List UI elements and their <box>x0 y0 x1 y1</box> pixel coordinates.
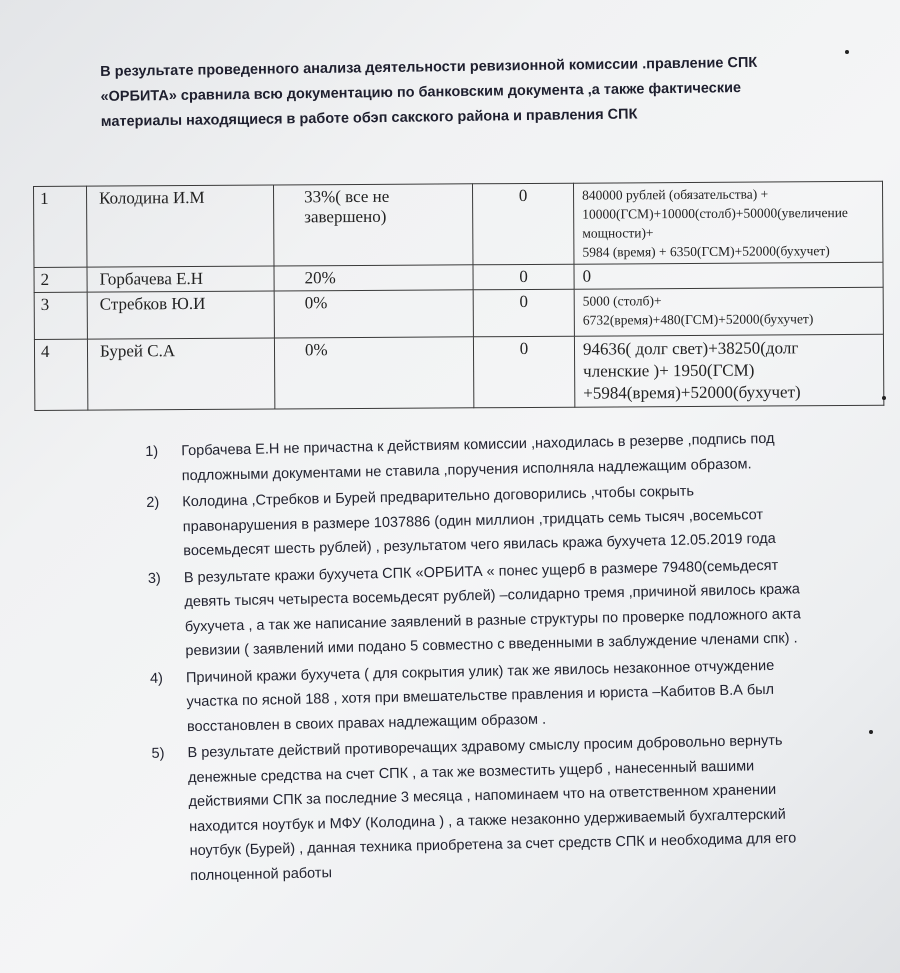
zero-cell: 0 <box>472 183 573 265</box>
list-line: девять тысяч четыреста восемьдесят рублей) –солидарно тремя ,причиной явилось кража <box>184 581 801 611</box>
list-line: бухучета , а так же написание заявлений в разные структуры по проверке подложного акта <box>184 605 802 635</box>
list-line: В результате действий противоречащих здравому смыслу просим добровольно вернуть <box>187 732 783 762</box>
amount-line: 5000 (столб)+ <box>582 293 662 309</box>
zero-cell: 0 <box>473 289 574 337</box>
list-text <box>182 478 776 564</box>
percent-line: завершено) <box>304 206 387 227</box>
list-line: подложными документами не ставила ,поручения исполняла надлежащим образом. <box>181 455 752 484</box>
percent-line: 33%( все не <box>304 186 390 207</box>
row-number: 3 <box>34 292 87 339</box>
list-line: восемьдесят шесть рублей) , результатом чего явилась кража бухучета 12.05.2019 года <box>183 530 776 560</box>
person-name: Бурей С.А <box>87 338 274 410</box>
amount-line: 6732(время)+480(ГСМ)+52000(бухучет) <box>582 311 814 328</box>
amount-line: 5984 (время) + 6350(ГСМ)+52000(бухучет) <box>582 243 830 260</box>
percent-cell <box>274 337 473 409</box>
percent-cell <box>274 265 473 291</box>
table-row <box>34 287 883 339</box>
zero-cell: 0 <box>473 336 574 408</box>
list-number: 4) <box>149 670 164 687</box>
amount-line: 94636( долг свет)+38250(долг <box>582 338 799 359</box>
list-line: ревизии ( заявлений ими подано 5 совместно с введенными в заблуждение членами спк) . <box>185 630 798 660</box>
person-name: Колодина И.М <box>87 185 274 267</box>
list-item <box>146 475 887 564</box>
percent-cell <box>274 290 473 338</box>
intro-paragraph <box>100 50 821 135</box>
list-line: полноценной работы <box>189 864 333 884</box>
table-row <box>34 334 883 410</box>
amount-line: 0 <box>582 266 592 286</box>
amount-line: членские )+ 1950(ГСМ) <box>583 360 755 381</box>
intro-line: «ОРБИТА» сравнила всю документацию по банковским документа ,а также фактические <box>100 80 742 105</box>
findings-list <box>145 425 894 891</box>
amount-line: 10000(ГСМ)+10000(столб)+50000(увеличение <box>582 205 848 222</box>
list-line: правонарушения в размере 1037886 (один миллион ,тридцать семь тысяч ,восемьсот <box>182 506 764 535</box>
row-number: 4 <box>34 339 87 410</box>
list-number: 1) <box>145 443 159 460</box>
intro-line: материалы находящиеся в работе обэп сакского района и правления СПК <box>100 106 638 130</box>
amount-line: мощности)+ <box>582 225 654 241</box>
amount-line: 840000 рублей (обязательства) + <box>582 186 769 203</box>
intro-line: В результате проведенного анализа деятельности ревизионной комиссии .правление СПК <box>100 54 758 80</box>
list-line: денежные средства на счет СПК , а так же возместить ущерб , нанесенный вашими <box>187 757 755 786</box>
amount-breakdown <box>574 262 883 289</box>
zero-cell: 0 <box>473 264 574 290</box>
list-line: Горбачева Е.Н не причастна к действиям комиссии ,находилась в резерве ,подпись под <box>181 430 775 460</box>
list-item <box>148 551 890 664</box>
list-number: 5) <box>151 745 165 762</box>
table-row <box>34 181 883 267</box>
list-number: 2) <box>146 494 160 511</box>
percent-cell <box>273 184 472 266</box>
list-number: 3) <box>147 570 161 587</box>
list-line: ноутбук (Бурей) , данная техника приобретена за счет средств СПК и необходима для его <box>189 830 797 860</box>
percent-line: 0% <box>304 293 328 313</box>
person-name: Стребков Ю.И <box>87 291 274 339</box>
percent-line: 20% <box>304 268 336 288</box>
list-text <box>184 553 802 664</box>
amount-line: +5984(время)+52000(бухучет) <box>583 382 801 403</box>
list-line: находится ноутбук и МФУ (Колодина ) , а также незаконно удерживаемый бухгалтерский <box>188 806 786 835</box>
list-text <box>187 728 797 888</box>
percent-line: 0% <box>304 340 328 360</box>
amount-breakdown <box>573 181 882 264</box>
person-name: Горбачева Е.Н <box>87 266 274 292</box>
list-line: В результате кражи бухучета СПК «ОРБИТА « понес ущерб в размере 79480(семьдесят <box>183 557 779 586</box>
list-text <box>186 653 776 739</box>
list-line: Причиной кражи бухучета ( для сокрытия улик) так же явилось незаконное отчуждение <box>185 657 775 686</box>
list-item <box>151 726 894 888</box>
audit-table <box>33 181 884 411</box>
list-line: восстановлен в своих правах надлежащим образом . <box>186 711 547 735</box>
list-line: участка по ясной 188 , хотя при вмешательстве правления и юриста –Кабитов В.А был <box>186 681 775 711</box>
list-line: действиями СПК за последние 3 месяца , напоминаем что на ответственном хранении <box>188 781 777 811</box>
ink-speck <box>845 50 849 54</box>
amount-breakdown <box>574 287 883 336</box>
row-number: 2 <box>34 267 87 292</box>
ink-speck <box>882 396 886 400</box>
list-line: Колодина ,Стребков и Бурей предварительно договорились ,чтобы сокрыть <box>182 483 695 511</box>
amount-breakdown <box>574 334 883 407</box>
ink-speck <box>869 730 873 734</box>
row-number: 1 <box>34 186 87 267</box>
list-item <box>150 651 891 740</box>
